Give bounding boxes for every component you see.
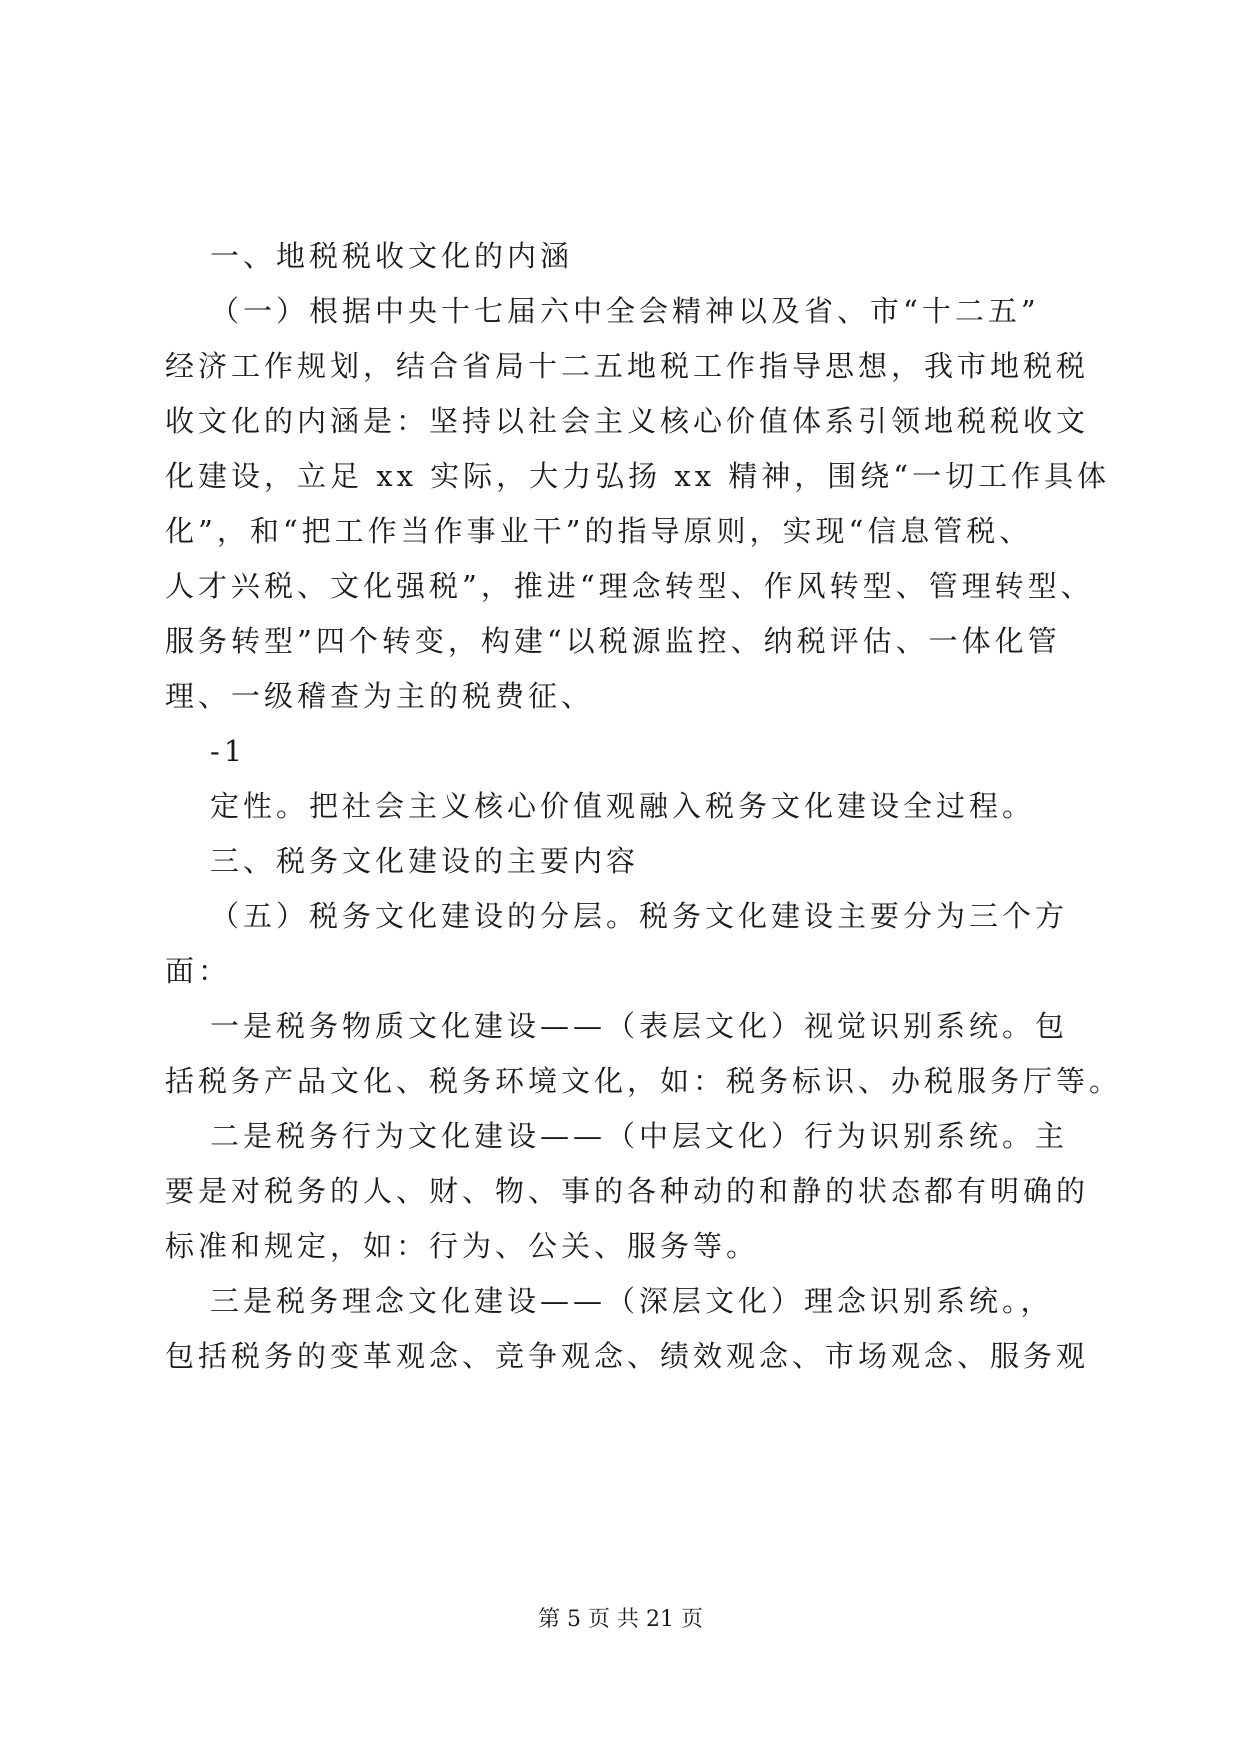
section-heading: 一、地税税收文化的内涵: [210, 239, 574, 273]
paragraph-line: 要是对税务的人、财、物、事的各种动的和静的状态都有明确的: [165, 1174, 1090, 1208]
paragraph-line: 经济工作规划，结合省局十二五地税工作指导思想，我市地税税: [165, 349, 1090, 383]
paragraph-line: 括税务产品文化、税务环境文化，如：税务标识、办税服务厅等。: [165, 1064, 1123, 1098]
page-marker: -1: [210, 734, 247, 768]
paragraph-line: 一是税务物质文化建设——（表层文化）视觉识别系统。包: [210, 1009, 1069, 1043]
paragraph-line: 服务转型”四个转变，构建“以税源监控、纳税评估、一体化管: [165, 624, 1061, 658]
paragraph-line: 化”，和“把工作当作事业干”的指导原则，实现“信息管税、: [165, 514, 1033, 548]
paragraph-line: 二是税务行为文化建设——（中层文化）行为识别系统。主: [210, 1119, 1069, 1153]
paragraph-line: 包括税务的变革观念、竞争观念、绩效观念、市场观念、服务观: [165, 1339, 1090, 1373]
paragraph-line: 人才兴税、文化强税”，推进“理念转型、作风转型、管理转型、: [165, 569, 1094, 603]
paragraph-line: 定性。把社会主义核心价值观融入税务文化建设全过程。: [210, 789, 1036, 823]
paragraph-line: 收文化的内涵是：坚持以社会主义核心价值体系引领地税税收文: [165, 404, 1090, 438]
page-footer: 第 5 页 共 21 页: [538, 1607, 703, 1632]
paragraph-line: 标准和规定，如：行为、公关、服务等。: [165, 1229, 760, 1263]
paragraph-line: 面：: [165, 954, 232, 988]
paragraph-line: 三是税务理念文化建设——（深层文化）理念识别系统。，: [210, 1284, 1054, 1318]
paragraph-line: （一）根据中央十七届六中全会精神以及省、市“十二五”: [210, 294, 1040, 328]
paragraph-line: 理、一级稽查为主的税费征、: [165, 679, 595, 713]
paragraph-line: （五）税务文化建设的分层。税务文化建设主要分为三个方: [210, 899, 1069, 933]
paragraph-line: 化建设，立足 xx 实际，大力弘扬 xx 精神，围绕“一切工作具体: [165, 459, 1111, 493]
section-heading: 三、税务文化建设的主要内容: [210, 844, 640, 878]
